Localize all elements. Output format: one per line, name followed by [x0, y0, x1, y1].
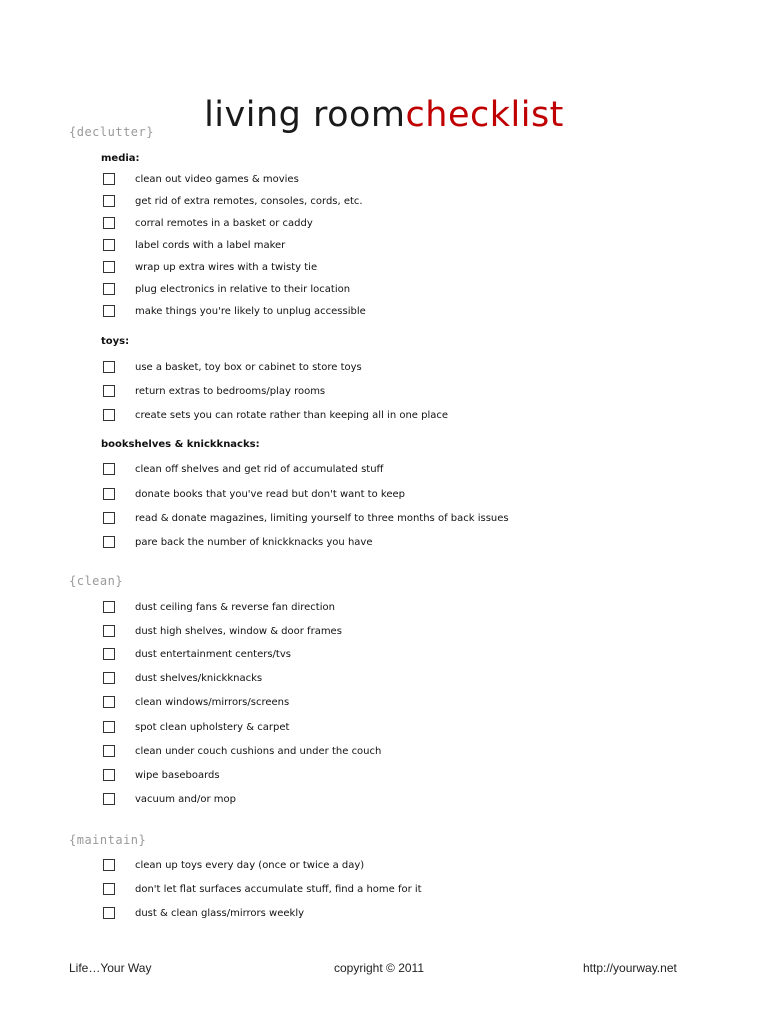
footer-brand: Life…Your Way	[69, 961, 152, 975]
checklist-item[interactable]	[103, 743, 381, 759]
checklist-item[interactable]	[103, 461, 383, 477]
checkbox[interactable]	[103, 173, 115, 185]
checkbox[interactable]	[103, 721, 115, 733]
checkbox[interactable]	[103, 239, 115, 251]
checklist-item[interactable]	[103, 719, 289, 735]
checklist-item[interactable]	[103, 857, 364, 873]
checklist-item[interactable]	[103, 599, 335, 615]
checkbox[interactable]	[103, 672, 115, 684]
checklist-item[interactable]	[103, 259, 317, 275]
section-heading-clean: {clean}	[69, 574, 124, 588]
item-label: wipe baseboards	[135, 769, 220, 781]
checkbox[interactable]	[103, 907, 115, 919]
checkbox[interactable]	[103, 625, 115, 637]
checkbox[interactable]	[103, 601, 115, 613]
checklist-item[interactable]	[103, 646, 291, 662]
checklist-item[interactable]	[103, 510, 509, 526]
checkbox[interactable]	[103, 488, 115, 500]
item-label: donate books that you've read but don't want to keep	[135, 488, 405, 500]
title-part-1: living room	[204, 95, 406, 136]
section-heading-declutter: {declutter}	[69, 125, 154, 139]
checkbox[interactable]	[103, 463, 115, 475]
item-label: wrap up extra wires with a twisty tie	[135, 261, 318, 273]
section-heading-maintain: {maintain}	[69, 833, 147, 847]
item-label: corral remotes in a basket or caddy	[135, 217, 313, 229]
item-label: get rid of extra remotes, consoles, cords, etc.	[135, 195, 363, 207]
item-label: clean under couch cushions and under the couch	[135, 745, 382, 757]
checklist-item[interactable]	[103, 486, 405, 502]
checklist-item[interactable]	[103, 881, 422, 897]
item-label: dust & clean glass/mirrors weekly	[135, 907, 305, 919]
item-label: read & donate magazines, limiting yourself to three months of back issues	[135, 512, 509, 524]
checkbox[interactable]	[103, 283, 115, 295]
checkbox[interactable]	[103, 648, 115, 660]
item-label: clean windows/mirrors/screens	[135, 696, 290, 708]
checkbox[interactable]	[103, 261, 115, 273]
checkbox[interactable]	[103, 305, 115, 317]
item-label: clean out video games & movies	[135, 173, 299, 185]
group-heading-media: media:	[101, 153, 140, 164]
checkbox[interactable]	[103, 793, 115, 805]
checkbox[interactable]	[103, 745, 115, 757]
item-label: dust shelves/knickknacks	[135, 672, 263, 684]
checkbox[interactable]	[103, 696, 115, 708]
item-label: dust ceiling fans & reverse fan direction	[135, 601, 335, 613]
checklist-item[interactable]	[103, 281, 350, 297]
checklist-item[interactable]	[103, 171, 299, 187]
item-label: create sets you can rotate rather than keeping all in one place	[135, 409, 449, 421]
item-label: spot clean upholstery & carpet	[135, 721, 290, 733]
item-label: pare back the number of knickknacks you have	[135, 536, 373, 548]
item-label: clean up toys every day (once or twice a day)	[135, 859, 365, 871]
checklist-item[interactable]	[103, 407, 448, 423]
checklist-item[interactable]	[103, 193, 363, 209]
checklist-item[interactable]	[103, 359, 362, 375]
item-label: return extras to bedrooms/play rooms	[135, 385, 326, 397]
footer-url[interactable]: http://yourway.net	[583, 961, 677, 975]
item-label: vacuum and/or mop	[135, 793, 236, 805]
checklist-item[interactable]	[103, 905, 304, 921]
checkbox[interactable]	[103, 859, 115, 871]
checkbox[interactable]	[103, 512, 115, 524]
group-heading-toys: toys:	[101, 336, 130, 347]
checklist-item[interactable]	[103, 791, 236, 807]
checkbox[interactable]	[103, 769, 115, 781]
checklist-item[interactable]	[103, 534, 372, 550]
checklist-item[interactable]	[103, 623, 342, 639]
checklist-item[interactable]	[103, 215, 313, 231]
footer-copyright: copyright © 2011	[334, 961, 425, 975]
checkbox[interactable]	[103, 361, 115, 373]
group-heading-bookshelves: bookshelves & knickknacks:	[101, 439, 260, 450]
item-label: make things you're likely to unplug accessible	[135, 305, 366, 317]
item-label: dust high shelves, window & door frames	[135, 625, 342, 637]
item-label: label cords with a label maker	[135, 239, 286, 251]
checklist-item[interactable]	[103, 694, 289, 710]
item-label: dust entertainment centers/tvs	[135, 648, 291, 660]
item-label: use a basket, toy box or cabinet to store toys	[135, 361, 362, 373]
checklist-item[interactable]	[103, 383, 325, 399]
checkbox[interactable]	[103, 409, 115, 421]
item-label: clean off shelves and get rid of accumulated stuff	[135, 463, 384, 475]
checklist-item[interactable]	[103, 237, 285, 253]
checkbox[interactable]	[103, 195, 115, 207]
item-label: don't let flat surfaces accumulate stuff, find a home for it	[135, 883, 422, 895]
checklist-item[interactable]	[103, 303, 366, 319]
checkbox[interactable]	[103, 385, 115, 397]
checklist-item[interactable]	[103, 670, 262, 686]
checklist-item[interactable]	[103, 767, 220, 783]
checkbox[interactable]	[103, 883, 115, 895]
checkbox[interactable]	[103, 536, 115, 548]
title-part-2: checklist	[405, 95, 564, 136]
item-label: plug electronics in relative to their location	[135, 283, 351, 295]
checkbox[interactable]	[103, 217, 115, 229]
